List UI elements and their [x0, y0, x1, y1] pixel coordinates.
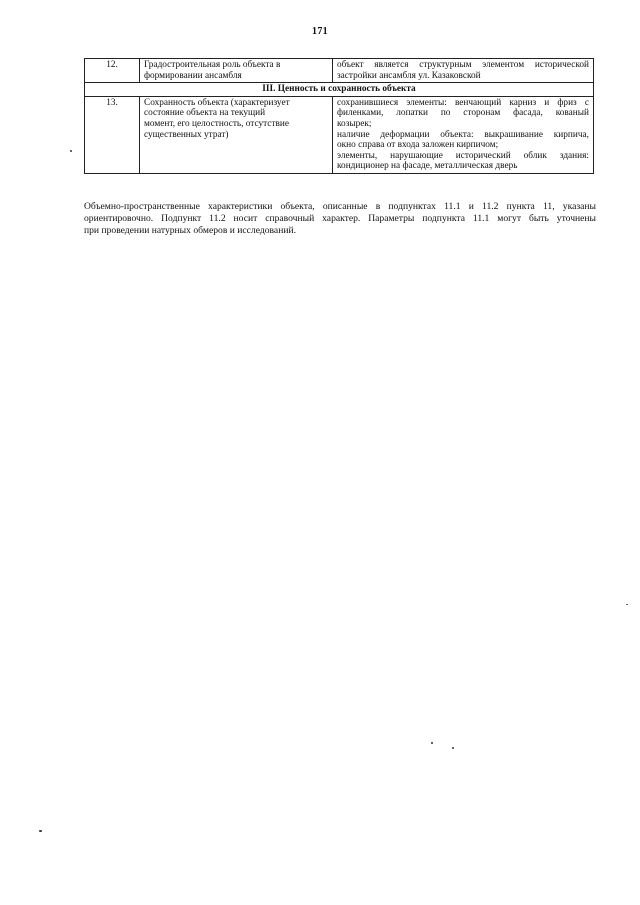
table-row-13 — [85, 96, 594, 173]
row-number: 13. — [85, 96, 140, 173]
scan-speck — [431, 742, 433, 744]
section-title: III. Ценность и сохранность объекта — [85, 83, 594, 97]
row-number: 12. — [85, 59, 140, 83]
scan-speck — [626, 604, 628, 605]
section-header-row — [85, 83, 594, 97]
value-line: кондиционер на фасаде, металлическая дверь — [337, 161, 518, 172]
property-line: состояние объекта на текущий — [144, 108, 266, 119]
note-line: при проведении натурных обмеров и исследований. — [84, 225, 296, 236]
value-line: козырек; — [337, 118, 372, 129]
property-line: Сохранность объекта (характеризует — [144, 97, 290, 108]
value-line: элементы, нарушающие исторический облик здания: — [337, 150, 589, 161]
property-line: Градостроительная роль объекта в — [144, 60, 281, 70]
property-value-cell — [333, 59, 594, 83]
value-line: застройки ансамбля ул. Казаковской — [337, 70, 481, 81]
table-row-12 — [85, 59, 594, 83]
property-name-cell — [140, 59, 333, 83]
scan-speck — [452, 747, 454, 749]
note-line: Объемно-пространственные характеристики объекта, описанные в подпунктах 11.1 и 11.2 пункта 11, указаны — [84, 201, 596, 212]
property-name-cell — [140, 96, 333, 173]
value-line: филенками, лопатки по сторонам фасада, кованый — [337, 108, 589, 119]
object-characteristics-table — [84, 58, 594, 174]
note-line: ориентировочно. Подпункт 11.2 носит справочный характер. Параметры подпункта 11.1 могут быть уточнены — [84, 213, 596, 224]
property-line: формировании ансамбля — [144, 70, 242, 81]
value-line: сохранившиеся элементы: венчающий карниз и фриз с — [337, 97, 589, 108]
scan-speck — [39, 830, 42, 832]
scan-speck — [70, 150, 72, 152]
page-number: 171 — [312, 26, 328, 37]
property-line: момент, его целостность, отсутствие — [144, 118, 289, 129]
footnote-paragraph — [84, 201, 596, 237]
value-line: наличие деформации объекта: выкрашивание кирпича, — [337, 129, 589, 140]
property-line: существенных утрат) — [144, 129, 229, 140]
value-line: окно справа от входа заложен кирпичом; — [337, 140, 499, 151]
value-line: объект является структурным элементом исторической — [337, 60, 589, 70]
property-value-cell — [333, 96, 594, 173]
